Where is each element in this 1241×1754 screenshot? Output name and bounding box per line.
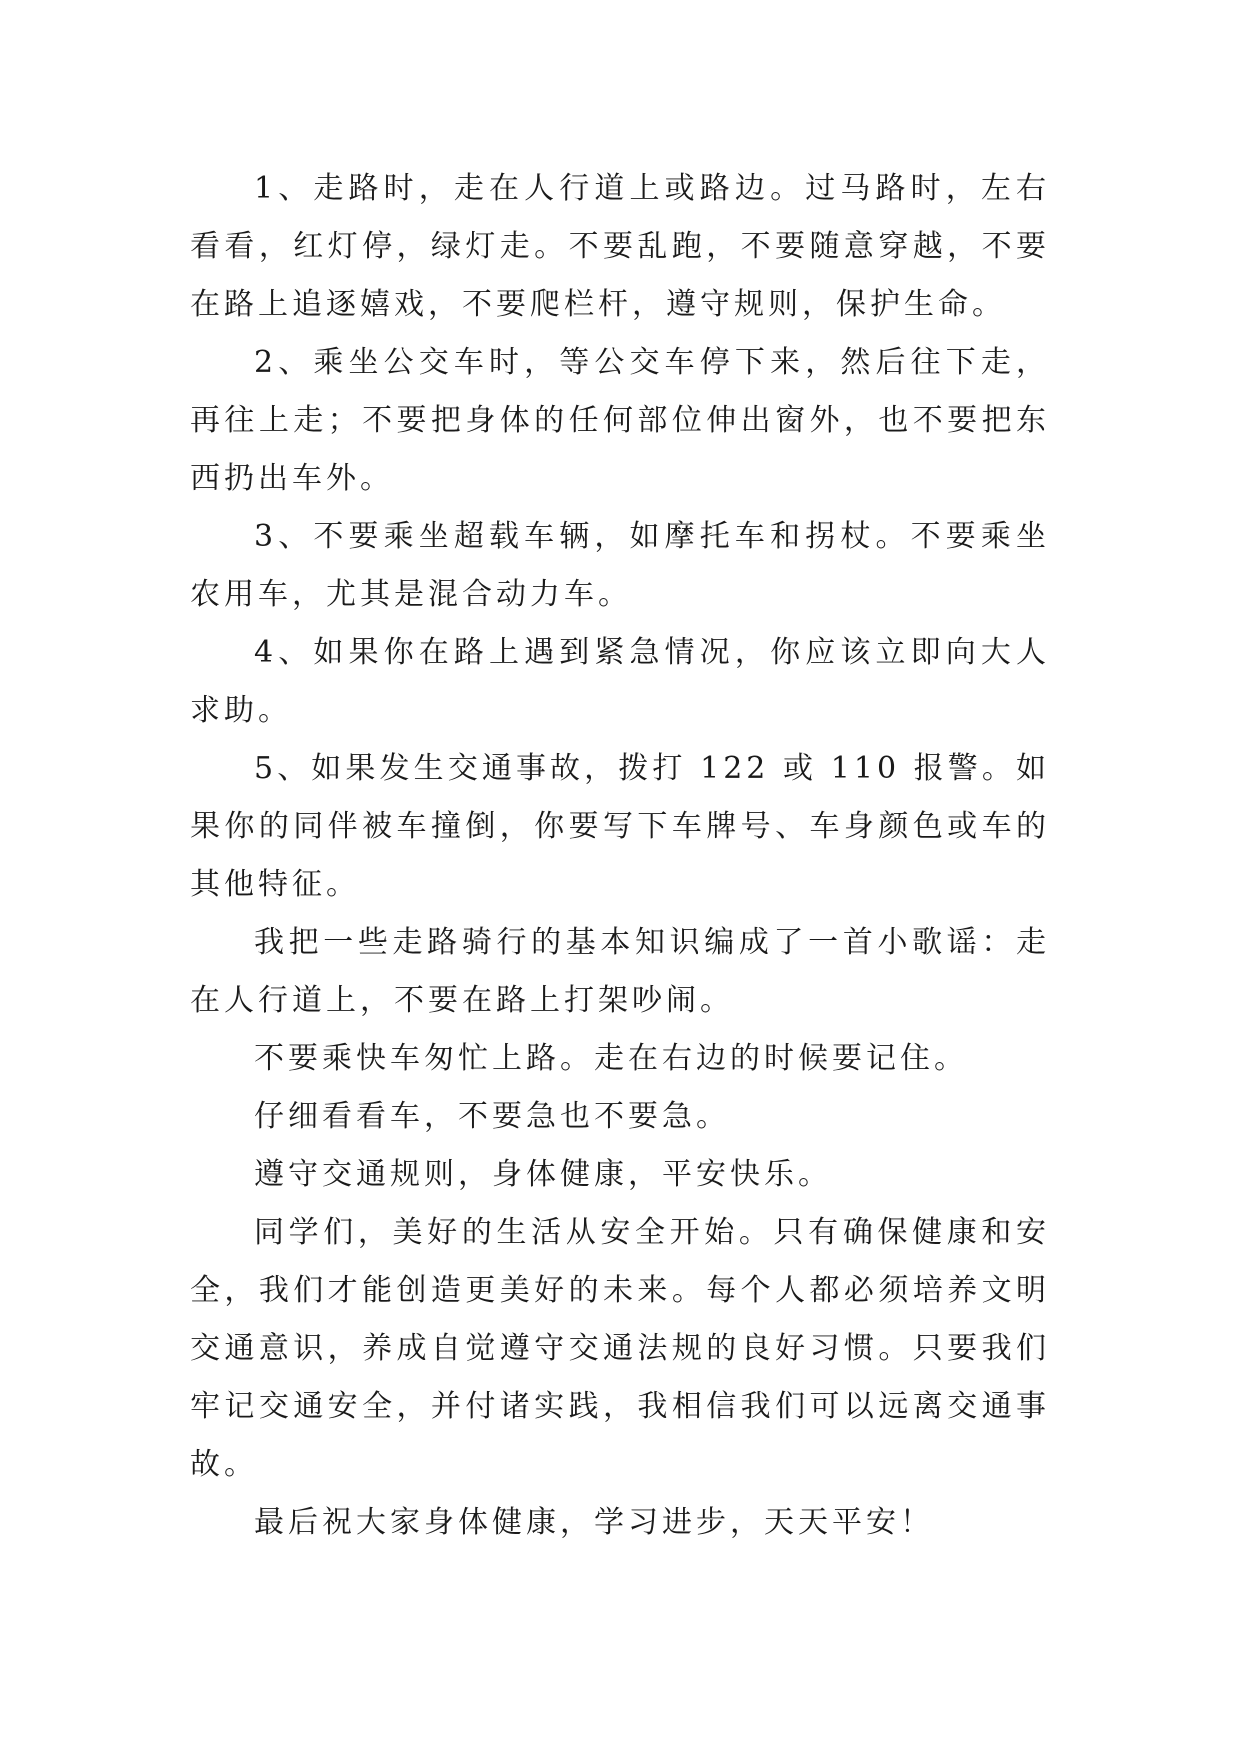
paragraph-rule-3: 3、不要乘坐超载车辆，如摩托车和拐杖。不要乘坐农用车，尤其是混合动力车。	[190, 519, 1050, 612]
paragraph-song-line-3: 遵守交通规则，身体健康，平安快乐。	[254, 1157, 832, 1192]
paragraph-song-line-2: 仔细看看车，不要急也不要急。	[254, 1099, 730, 1134]
paragraph-rule-4: 4、如果你在路上遇到紧急情况，你应该立即向大人求助。	[190, 635, 1050, 728]
paragraph-song-intro: 我把一些走路骑行的基本知识编成了一首小歌谣：走在人行道上，不要在路上打架吵闹。	[190, 925, 1050, 1018]
paragraph-rule-5: 5、如果发生交通事故，拨打 122 或 110 报警。如果你的同伴被车撞倒，你要写下车牌号、车身颜色或车的其他特征。	[190, 751, 1050, 902]
paragraph-conclusion: 同学们，美好的生活从安全开始。只有确保健康和安全，我们才能创造更美好的未来。每个人都必须培养文明交通意识，养成自觉遵守交通法规的良好习惯。只要我们牢记交通安全，并付诸实践，我相信我们可以远离交通事故。	[190, 1215, 1050, 1482]
document-body	[190, 160, 1050, 1552]
paragraph-rule-2: 2、乘坐公交车时，等公交车停下来，然后往下走，再往上走；不要把身体的任何部位伸出窗外，也不要把东西扔出车外。	[190, 345, 1050, 496]
paragraph-closing-wish: 最后祝大家身体健康，学习进步，天天平安！	[254, 1505, 934, 1540]
paragraph-song-line-1: 不要乘快车匆忙上路。走在右边的时候要记住。	[254, 1041, 968, 1076]
paragraph-rule-1: 1、走路时，走在人行道上或路边。过马路时，左右看看，红灯停，绿灯走。不要乱跑，不要随意穿越，不要在路上追逐嬉戏，不要爬栏杆，遵守规则，保护生命。	[190, 171, 1050, 322]
